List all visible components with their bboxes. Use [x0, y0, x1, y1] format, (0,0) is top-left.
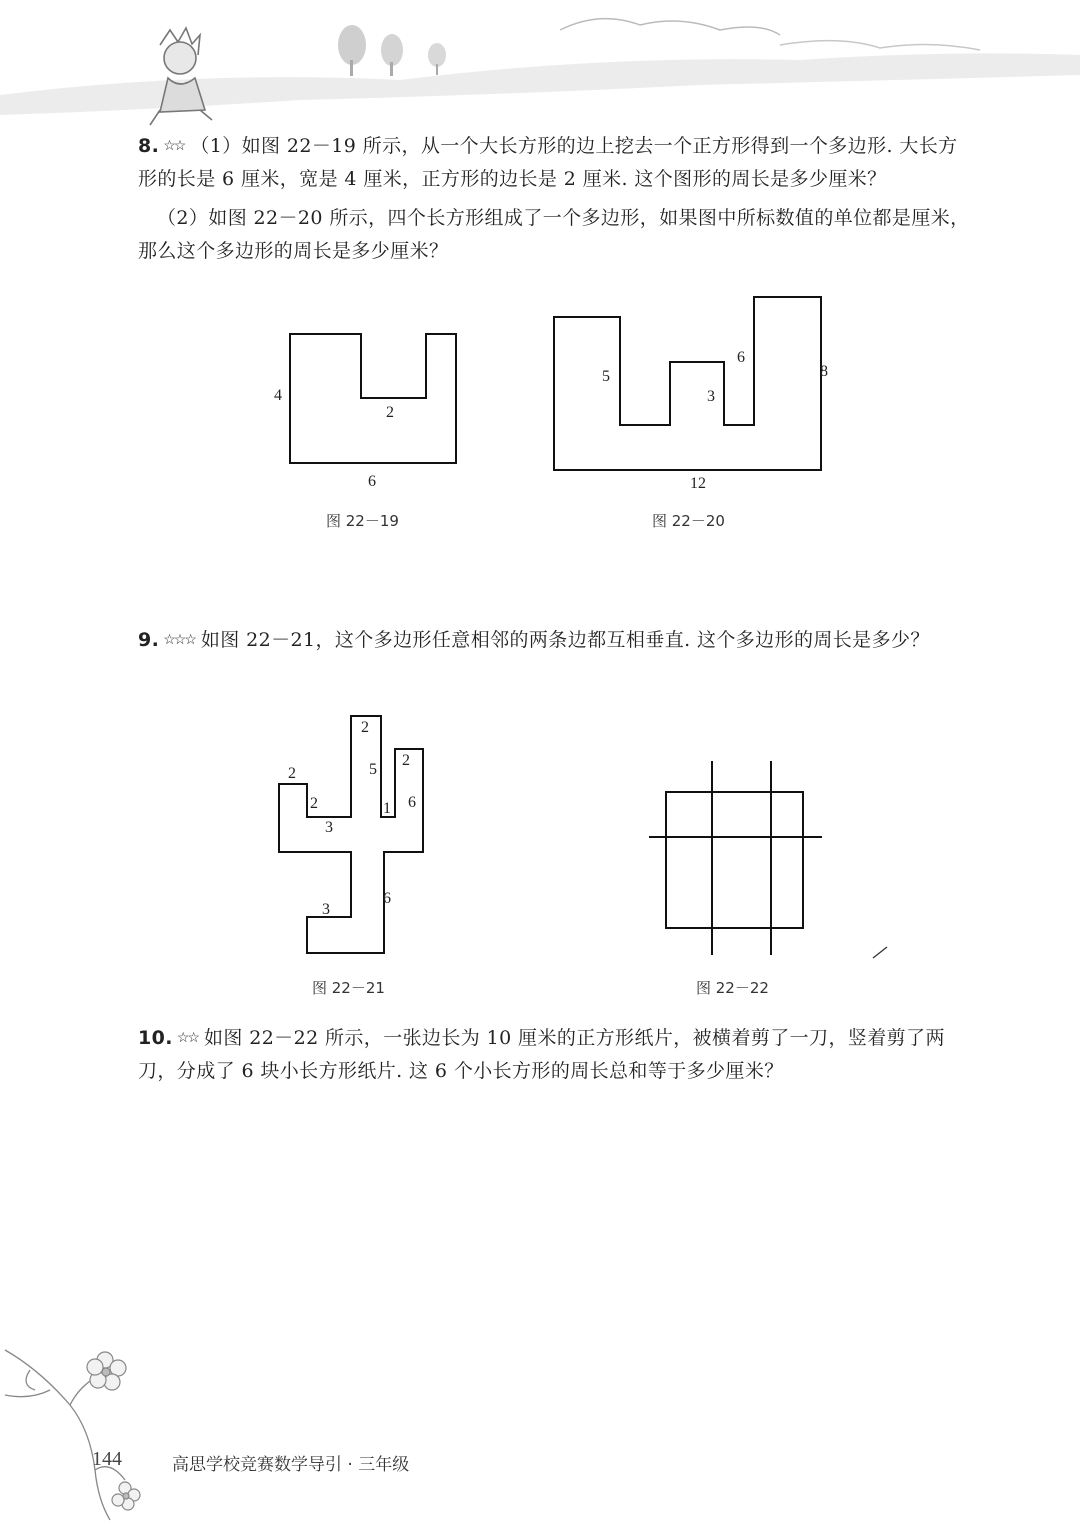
label-middle: 3	[707, 388, 715, 405]
difficulty-stars-icon: ☆☆☆	[163, 632, 195, 648]
label-top: 2	[361, 719, 369, 736]
figure-22-22	[640, 755, 900, 965]
caption-22-21: 图 22－21	[312, 979, 385, 997]
label-right: 8	[820, 363, 828, 380]
page-number: 144	[92, 1448, 122, 1470]
label-left-inner: 2	[310, 795, 318, 812]
problem-number: 9.	[138, 629, 160, 651]
problem-number: 10.	[138, 1027, 173, 1049]
label-foot: 3	[322, 901, 330, 918]
caption-22-19: 图 22－19	[326, 512, 399, 530]
figure-22-20	[540, 285, 840, 495]
label-inner: 6	[737, 349, 745, 366]
label-right-side: 6	[408, 794, 416, 811]
label-base: 6	[368, 473, 376, 490]
label-notch: 2	[386, 404, 394, 421]
floral-vine-icon	[0, 1330, 180, 1525]
header-landscape-illustration	[0, 0, 1080, 140]
boy-character-icon	[150, 28, 212, 125]
caption-22-22: 图 22－22	[696, 979, 769, 997]
problem-9	[138, 624, 973, 657]
label-height: 4	[274, 387, 282, 404]
figure-22-19	[260, 320, 480, 500]
problem-text: 如图 22－22 所示，一张边长为 10 厘米的正方形纸片，被横着剪了一刀，竖着剪了两刀，分成了 6 块小长方形纸片. 这 6 个小长方形的周长总和等于多少厘米？	[138, 1027, 945, 1082]
book-title: 高思学校竞赛数学导引 · 三年级	[172, 1455, 410, 1475]
label-right-top: 2	[402, 752, 410, 769]
label-arm: 3	[325, 819, 333, 836]
difficulty-stars-icon: ☆☆	[163, 138, 185, 154]
label-left-top: 2	[288, 765, 296, 782]
problem-10	[138, 1022, 973, 1088]
label-trunk: 6	[383, 890, 391, 907]
problem-text: （1）如图 22－19 所示，从一个大长方形的边上挖去一个正方形得到一个多边形. 大长方形的长是 6 厘米，宽是 4 厘米，正方形的边长是 2 厘米. 这个图形的周长是多少厘米？	[138, 135, 958, 190]
label-left: 5	[602, 368, 610, 385]
problem-8-part1	[138, 130, 973, 196]
difficulty-stars-icon: ☆☆	[176, 1030, 198, 1046]
caption-22-20: 图 22－20	[652, 512, 725, 530]
label-small: 1	[383, 800, 391, 817]
label-tall: 5	[369, 761, 377, 778]
problem-text: 如图 22－21，这个多边形任意相邻的两条边都互相垂直. 这个多边形的周长是多少？	[200, 629, 930, 651]
problem-number: 8.	[138, 135, 160, 157]
problem-8-part2: （2）如图 22－20 所示，四个长方形组成了一个多边形，如果图中所标数值的单位都是厘米，那么这个多边形的周长是多少厘米？	[138, 207, 970, 262]
figure-22-21	[270, 710, 440, 960]
label-base: 12	[690, 475, 706, 492]
